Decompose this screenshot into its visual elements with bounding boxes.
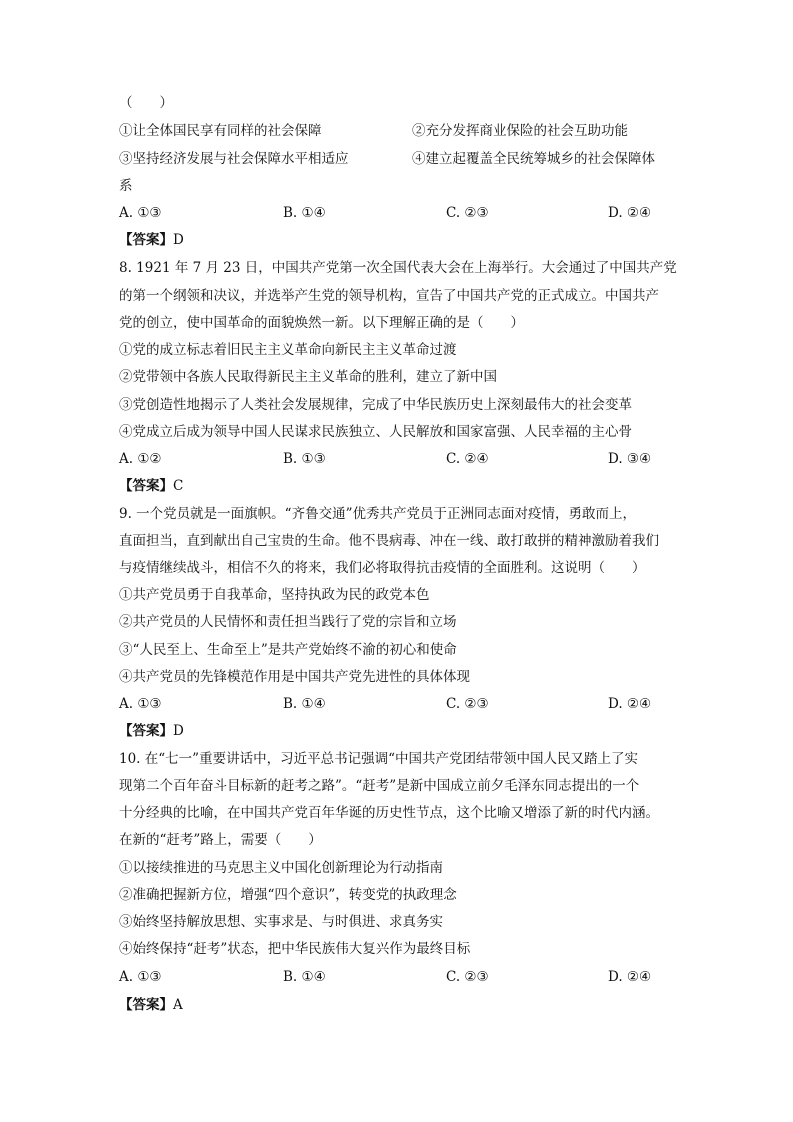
q9-statement-4: ④共产党员的先锋模范作用是中国共产党先进性的具体体现	[119, 669, 470, 685]
q7-statement-2: ②充分发挥商业保险的社会互助功能	[412, 123, 628, 139]
q8-statement-4: ④党成立后成为领导中国人民谋求民族独立、人民解放和国家富强、人民幸福的主心骨	[119, 424, 632, 440]
q10-statement-2: ②准确把握新方位，增强“四个意识”，转变党的执政理念	[119, 887, 457, 903]
q7-option-c: C. ②③	[446, 205, 489, 221]
q10-stem-line-2: 现第二个百年奋斗目标新的赶考之路”。“赶考”是新中国成立前夕毛泽东同志提出的一个	[119, 778, 640, 794]
answer-value: A	[173, 997, 183, 1013]
q8-stem-line-3: 党的创立，使中国革命的面貌焕然一新。以下理解正确的是（ ）	[119, 315, 524, 331]
q8-option-b: B. ①③	[283, 451, 326, 467]
q8-option-a: A. ①②	[119, 451, 162, 467]
answer-label: 【答案】	[119, 478, 173, 494]
answer-label: 【答案】	[119, 997, 173, 1013]
q9-stem-line-1: 9. 一个党员就是一面旗帜。“齐鲁交通”优秀共产党员于正洲同志面对疫情，勇敢而上，	[119, 506, 636, 522]
q7-statement-4-cont: 系	[119, 178, 133, 194]
q8-answer	[119, 476, 183, 496]
q10-stem-line-4: 在新的“赶考”路上，需要（ ）	[119, 832, 322, 848]
answer-value: C	[173, 478, 184, 494]
q7-option-a: A. ①③	[119, 205, 162, 221]
q8-stem-line-2: 的第一个纲领和决议，并选举产生党的领导机构，宣告了中国共产党的正式成立。中国共产	[119, 288, 659, 304]
q9-option-c: C. ②③	[446, 696, 489, 712]
q10-answer	[119, 995, 183, 1015]
answer-value: D	[173, 232, 184, 248]
q10-statement-3: ③始终坚持解放思想、实事求是、与时俱进、求真务实	[119, 914, 443, 930]
q10-option-d: D. ②④	[608, 969, 652, 985]
q9-statement-2: ②共产党员的人民情怀和责任担当践行了党的宗旨和立场	[119, 614, 457, 630]
q8-option-d: D. ③④	[608, 451, 652, 467]
q9-option-a: A. ①③	[119, 696, 162, 712]
q7-paren: （ ）	[119, 95, 173, 111]
q10-stem-line-1: 10. 在“七一”重要讲话中，习近平总书记强调“中国共产党团结带领中国人民又踏上了实	[119, 751, 638, 767]
q9-statement-3: ③“人民至上、生命至上”是共产党始终不渝的初心和使命	[119, 642, 457, 658]
q7-option-b: B. ①④	[283, 205, 326, 221]
q10-option-a: A. ①③	[119, 969, 162, 985]
q7-option-d: D. ②④	[608, 205, 652, 221]
q9-stem-line-3: 与疫情继续战斗，相信不久的将来，我们必将取得抗击疫情的全面胜利。这说明（ ）	[119, 560, 646, 576]
answer-label: 【答案】	[119, 232, 173, 248]
answer-label: 【答案】	[119, 723, 173, 739]
q8-statement-1: ①党的成立标志着旧民主主义革命向新民主主义革命过渡	[119, 342, 457, 358]
q8-option-c: C. ②④	[446, 451, 489, 467]
q7-answer	[119, 230, 184, 250]
q7-statement-3: ③坚持经济发展与社会保障水平相适应	[119, 151, 349, 167]
q10-statement-1: ①以接续推进的马克思主义中国化创新理论为行动指南	[119, 860, 443, 876]
q9-option-b: B. ①④	[283, 696, 326, 712]
q9-statement-1: ①共产党员勇于自我革命，坚持执政为民的政党本色	[119, 587, 430, 603]
q9-option-d: D. ②④	[608, 696, 652, 712]
answer-value: D	[173, 723, 184, 739]
q9-answer	[119, 721, 184, 741]
q8-statement-3: ③党创造性地揭示了人类社会发展规律，完成了中华民族历史上深刻最伟大的社会变革	[119, 397, 632, 413]
q8-stem-line-1: 8. 1921 年 7 月 23 日，中国共产党第一次全国代表大会在上海举行。大会通过了中国共产党	[119, 260, 677, 276]
q7-statement-4: ④建立起覆盖全民统筹城乡的社会保障体	[412, 151, 655, 167]
q10-option-b: B. ①④	[283, 969, 326, 985]
q8-statement-2: ②党带领中各族人民取得新民主主义革命的胜利，建立了新中国	[119, 369, 497, 385]
q7-statement-1: ①让全体国民享有同样的社会保障	[119, 123, 322, 139]
q10-option-c: C. ②③	[446, 969, 489, 985]
q10-stem-line-3: 十分经典的比喻，在中国共产党百年华诞的历史性节点，这个比喻又增添了新的时代内涵。	[119, 805, 659, 821]
q10-statement-4: ④始终保持“赶考”状态，把中华民族伟大复兴作为最终目标	[119, 941, 471, 957]
q9-stem-line-2: 直面担当，直到献出自己宝贵的生命。他不畏病毒、冲在一线、敢打敢拼的精神激励着我们	[119, 533, 659, 549]
